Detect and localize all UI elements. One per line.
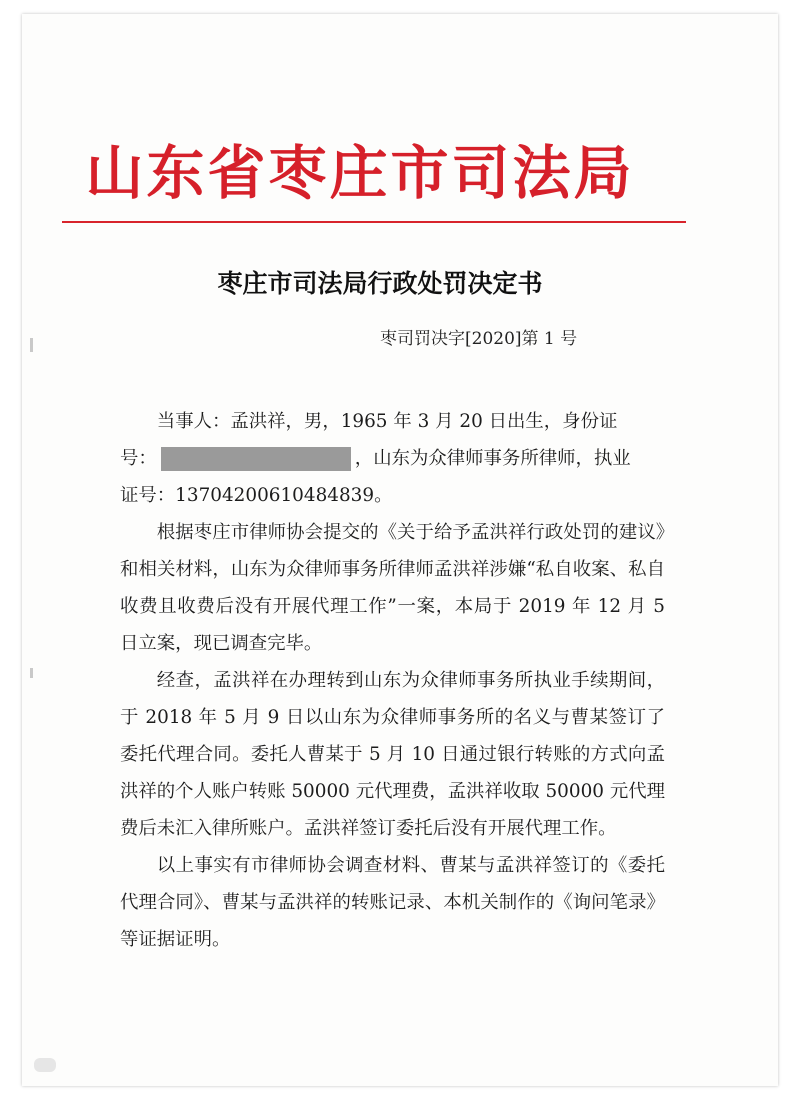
- binding-mark: [30, 338, 33, 352]
- party-line-2-prefix: 号：: [120, 448, 157, 469]
- paragraph-findings: 经查，孟洪祥在办理转到山东为众律师事务所执业手续期间，于 2018 年 5 月 9 日以山东为众律师事务所的名义与曹某签订了委托代理合同。委托人曹某于 5 月 10 日通过银行转账的方式向孟洪祥的个人账户转账 50000 元代理费，孟洪祥收取 50000 元代理费后未汇入律所账户。孟洪祥签订委托后没有开展代理工作。: [120, 670, 665, 839]
- binding-mark: [30, 668, 33, 678]
- party-line-1: 当事人：孟洪祥，男，1965 年 3 月 20 日出生，身份证: [156, 411, 618, 432]
- paragraph-basis: 根据枣庄市律师协会提交的《关于给予孟洪祥行政处罚的建议》和相关材料，山东为众律师事务所律师孟洪祥涉嫌“私自收案、私自收费且收费后没有开展代理工作”一案，本局于 2019 年 12 月 5 日立案，现已调查完毕。: [120, 522, 665, 654]
- document-number: 枣司罚决字[2020]第 1 号: [380, 329, 578, 349]
- paragraph-evidence: 以上事实有市律师协会调查材料、曹某与孟洪祥签订的《委托代理合同》、曹某与孟洪祥的转账记录、本机关制作的《询问笔录》等证据证明。: [120, 855, 665, 950]
- party-line-2-suffix: ，山东为众律师事务所律师，执业: [354, 448, 631, 469]
- document-body: [120, 403, 665, 958]
- document-title: 枣庄市司法局行政处罚决定书: [217, 269, 543, 298]
- header-divider: [62, 221, 686, 223]
- scan-artifact: [34, 1058, 56, 1072]
- party-line-3: 证号：13704200610484839。: [120, 485, 393, 506]
- paragraph-party: [120, 403, 665, 514]
- redacted-id-number: [161, 447, 351, 471]
- issuer-header: 山东省枣庄市司法局: [85, 139, 635, 207]
